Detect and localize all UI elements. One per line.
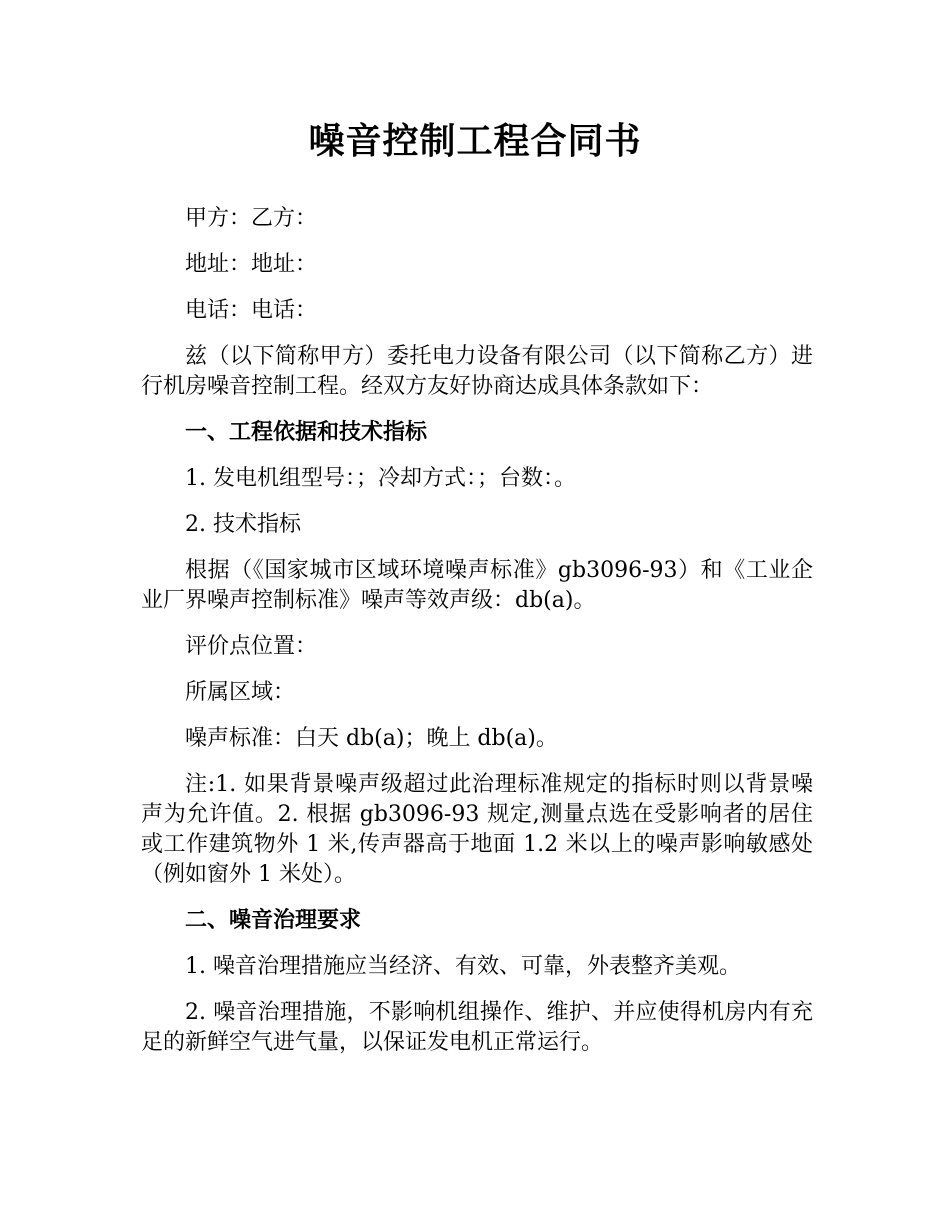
document-body: [141, 204, 813, 1074]
evaluation-point-line: 评价点位置：: [185, 634, 318, 659]
requirement-1: 1. 噪音治理措施应当经济、有效、可靠，外表整齐美观。: [185, 954, 741, 979]
section-heading-1: 一、工程依据和技术指标: [185, 420, 428, 445]
party-line: 甲方：乙方：: [185, 206, 318, 231]
technical-index-line: 2. 技术指标: [185, 512, 301, 537]
region-line: 所属区域：: [185, 680, 296, 705]
requirement-2: 2. 噪音治理措施，不影响机组操作、维护、并应使得机房内有充足的新鲜空气进气量，以保证发电机正常运行。: [141, 1000, 813, 1055]
address-line: 地址：地址：: [185, 252, 318, 277]
phone-line: 电话：电话：: [185, 298, 318, 323]
section-heading-2: 二、噪音治理要求: [185, 908, 362, 933]
intro-paragraph: 兹（以下简称甲方）委托电力设备有限公司（以下简称乙方）进行机房噪音控制工程。经双方友好协商达成具体条款如下：: [141, 344, 813, 399]
standard-basis-paragraph: 根据（《国家城市区域环境噪声标准》gb3096-93）和《工业企业厂界噪声控制标准》噪声等效声级：db(a)。: [141, 558, 813, 613]
document-title: 噪音控制工程合同书: [308, 121, 642, 162]
noise-standard-line: 噪声标准：白天 db(a)；晚上 db(a)。: [185, 726, 558, 751]
generator-model-line: 1. 发电机组型号：；冷却方式：；台数：。: [185, 466, 576, 491]
note-paragraph: 注:1. 如果背景噪声级超过此治理标准规定的指标时则以背景噪声为允许值。2. 根据 gb3096-93 规定,测量点选在受影响者的居住或工作建筑物外 1 米,传声器高于地面 1.2 米以上的噪声影响敏感处（例如窗外 1 米处）。: [141, 772, 813, 887]
